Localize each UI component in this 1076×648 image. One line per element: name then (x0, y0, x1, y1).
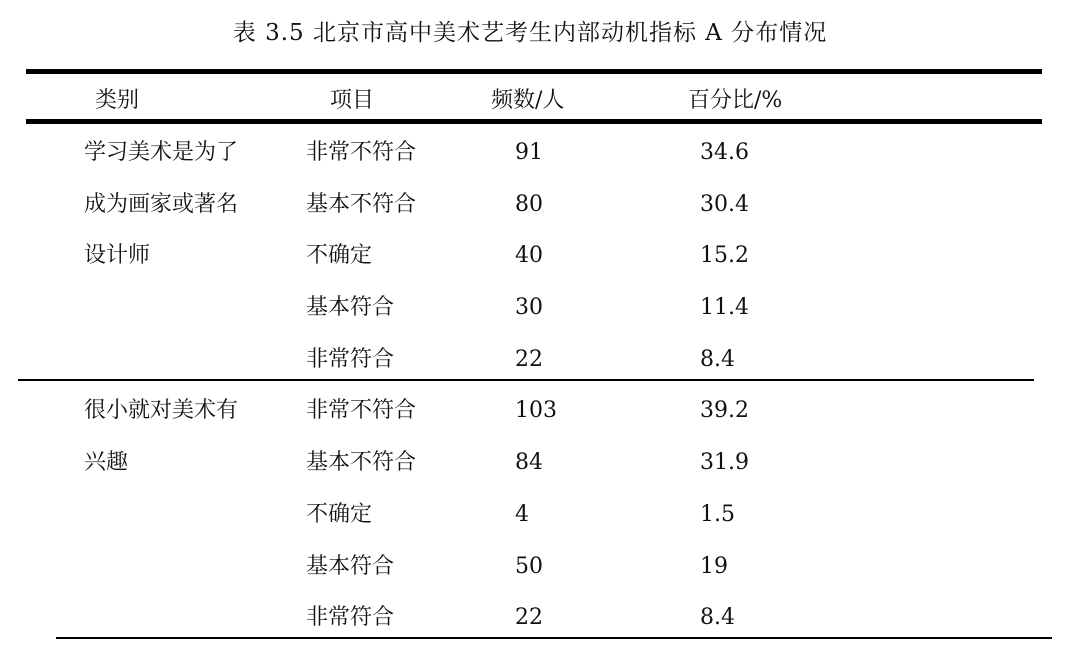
table-row-item: 非常符合 (306, 347, 395, 372)
table-row-frequency: 80 (515, 192, 543, 217)
table-row-frequency: 40 (515, 243, 543, 268)
group-1-category-line-3: 设计师 (84, 243, 151, 268)
table-row-percent: 31.9 (700, 450, 749, 475)
group-divider-rule (18, 379, 1034, 381)
table-row-item: 基本符合 (306, 295, 395, 320)
table-row-frequency: 84 (515, 450, 543, 475)
table-row-percent: 8.4 (700, 347, 735, 372)
header-percent: 百分比/% (688, 88, 783, 113)
table-row-item: 非常不符合 (306, 140, 417, 165)
table-row-percent: 34.6 (700, 140, 749, 165)
table-row-percent: 15.2 (700, 243, 749, 268)
table-row-frequency: 22 (515, 605, 543, 630)
header-item: 项目 (330, 88, 375, 113)
table-row-frequency: 4 (515, 502, 529, 527)
table-title: 表 3.5 北京市高中美术艺考生内部动机指标 A 分布情况 (232, 20, 828, 46)
table-row-item: 不确定 (306, 502, 373, 527)
table-row-frequency: 50 (515, 554, 543, 579)
table-row-frequency: 91 (515, 140, 543, 165)
table-row-frequency: 30 (515, 295, 543, 320)
table-row-percent: 1.5 (700, 502, 735, 527)
table-row-item: 基本符合 (306, 554, 395, 579)
table-row-percent: 39.2 (700, 398, 749, 423)
header-frequency: 频数/人 (491, 88, 565, 113)
table-row-percent: 8.4 (700, 605, 735, 630)
header-rule (26, 119, 1042, 124)
table-row-percent: 30.4 (700, 192, 749, 217)
table-row-frequency: 22 (515, 347, 543, 372)
header-category: 类别 (95, 88, 140, 113)
table-row-item: 基本不符合 (306, 450, 417, 475)
table-row-item: 基本不符合 (306, 192, 417, 217)
top-rule (26, 69, 1042, 74)
bottom-rule (56, 637, 1052, 639)
table-row-percent: 19 (700, 554, 728, 579)
table-row-item: 非常符合 (306, 605, 395, 630)
table-row-frequency: 103 (515, 398, 557, 423)
group-2-category-line-2: 兴趣 (84, 450, 129, 475)
group-1-category-line-2: 成为画家或著名 (84, 192, 239, 217)
group-1-category-line-1: 学习美术是为了 (84, 140, 239, 165)
table-row-percent: 11.4 (700, 295, 749, 320)
table-row-item: 不确定 (306, 243, 373, 268)
table-row-item: 非常不符合 (306, 398, 417, 423)
group-2-category-line-1: 很小就对美术有 (84, 398, 239, 423)
